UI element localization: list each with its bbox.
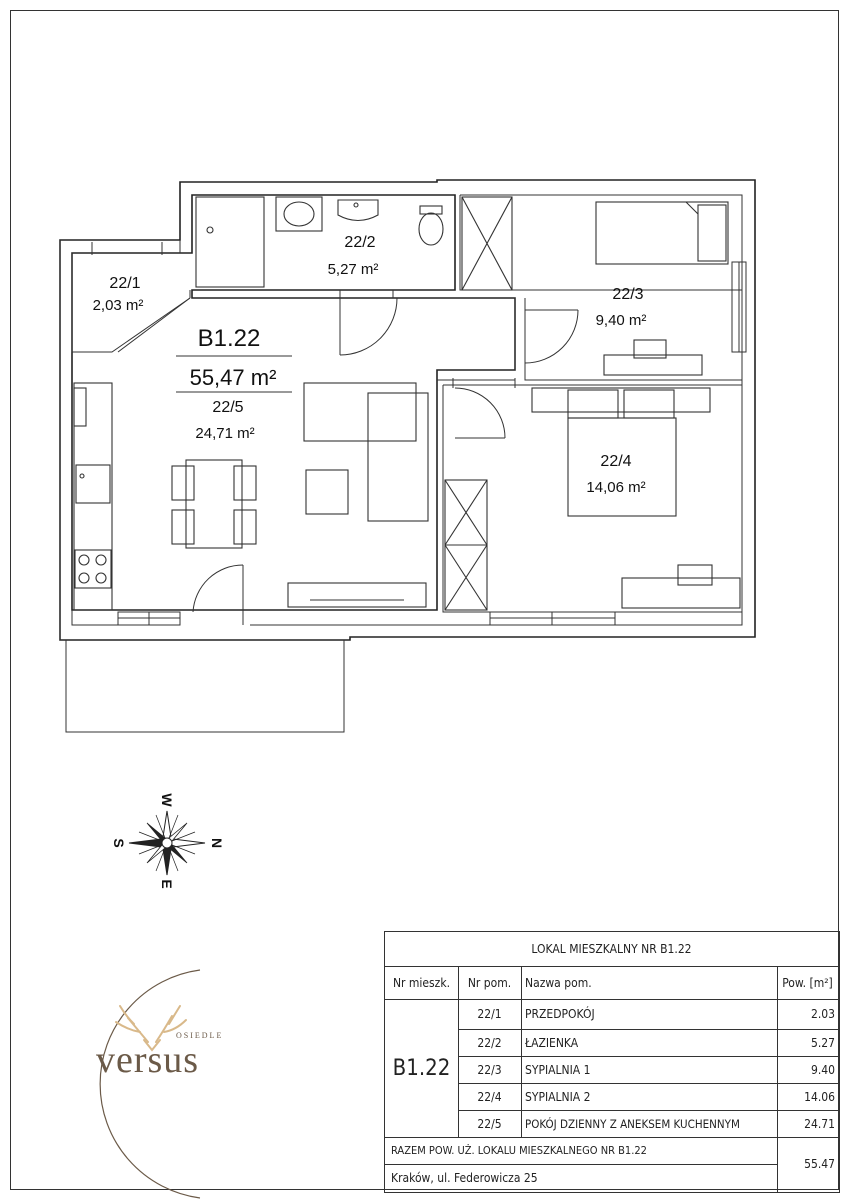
bathroom-fixtures — [196, 197, 443, 287]
area-table — [384, 931, 840, 1193]
unit-area-label: 55,47 m² — [189, 365, 277, 390]
header-area: Pow. [m²] — [782, 975, 833, 990]
table-row-no: 22/3 — [477, 1062, 502, 1077]
windows — [118, 262, 746, 625]
unit-id-label: B1.22 — [197, 325, 261, 352]
compass-west: W — [159, 793, 175, 807]
address-text: Kraków, ul. Federowicza 25 — [391, 1170, 538, 1185]
table-title: LOKAL MIESZKALNY NR B1.22 — [531, 942, 692, 956]
bedroom1-furniture — [462, 197, 728, 375]
balcony-outline — [66, 640, 344, 732]
compass-south: S — [111, 838, 127, 848]
table-row-area: 24.71 — [804, 1116, 835, 1131]
compass-rose-icon — [111, 793, 225, 888]
table-row-area: 5.27 — [810, 1035, 835, 1050]
room-code: 22/3 — [612, 286, 644, 303]
header-unit-no: Nr mieszk. — [392, 975, 451, 990]
header-room-name: Nazwa pom. — [525, 975, 592, 990]
table-row-no: 22/5 — [477, 1116, 502, 1131]
room-area: 2,03 m² — [92, 297, 144, 314]
table-row-name: SYPIALNIA 1 — [525, 1062, 591, 1077]
room-code: 22/1 — [109, 275, 141, 292]
versus-logo-icon — [100, 970, 200, 1198]
room-area: 9,40 m² — [595, 312, 647, 329]
total-label: RAZEM POW. UŻ. LOKALU MIESZKALNEGO NR B1.22 — [391, 1144, 647, 1157]
room-area: 5,27 m² — [327, 261, 379, 278]
outer-walls — [60, 180, 755, 640]
room-code: 22/5 — [212, 399, 244, 416]
table-row-area: 2.03 — [810, 1007, 835, 1021]
room-area: 14,06 m² — [586, 479, 646, 496]
table-row-name: SYPIALNIA 2 — [525, 1089, 591, 1104]
table-row-no: 22/1 — [477, 1007, 502, 1021]
bedroom2-furniture — [445, 388, 740, 610]
table-row-name: PRZEDPOKÓJ — [525, 1007, 595, 1021]
room-code: 22/4 — [600, 453, 632, 470]
header-room-no: Nr pom. — [467, 975, 512, 990]
room-labels — [93, 234, 647, 496]
compass-north: N — [209, 837, 225, 849]
table-row-no: 22/2 — [477, 1035, 502, 1050]
table-row-area: 9.40 — [810, 1062, 835, 1077]
compass-east: E — [159, 879, 175, 889]
table-row-no: 22/4 — [477, 1089, 502, 1104]
table-row-name: POKÓJ DZIENNY Z ANEKSEM KUCHENNYM — [525, 1116, 740, 1131]
table-row-area: 14.06 — [804, 1089, 835, 1104]
doors — [92, 242, 578, 625]
total-value: 55.47 — [804, 1157, 835, 1171]
table-row-name: ŁAZIENKA — [525, 1035, 579, 1050]
living-room-furniture — [74, 383, 428, 610]
room-code: 22/2 — [344, 234, 376, 251]
logo-osiedle-text: OSIEDLE — [176, 1031, 224, 1040]
room-area: 24,71 m² — [195, 425, 255, 442]
unit-id-cell: B1.22 — [392, 1055, 451, 1081]
logo-versus-text: versus — [96, 1039, 200, 1081]
